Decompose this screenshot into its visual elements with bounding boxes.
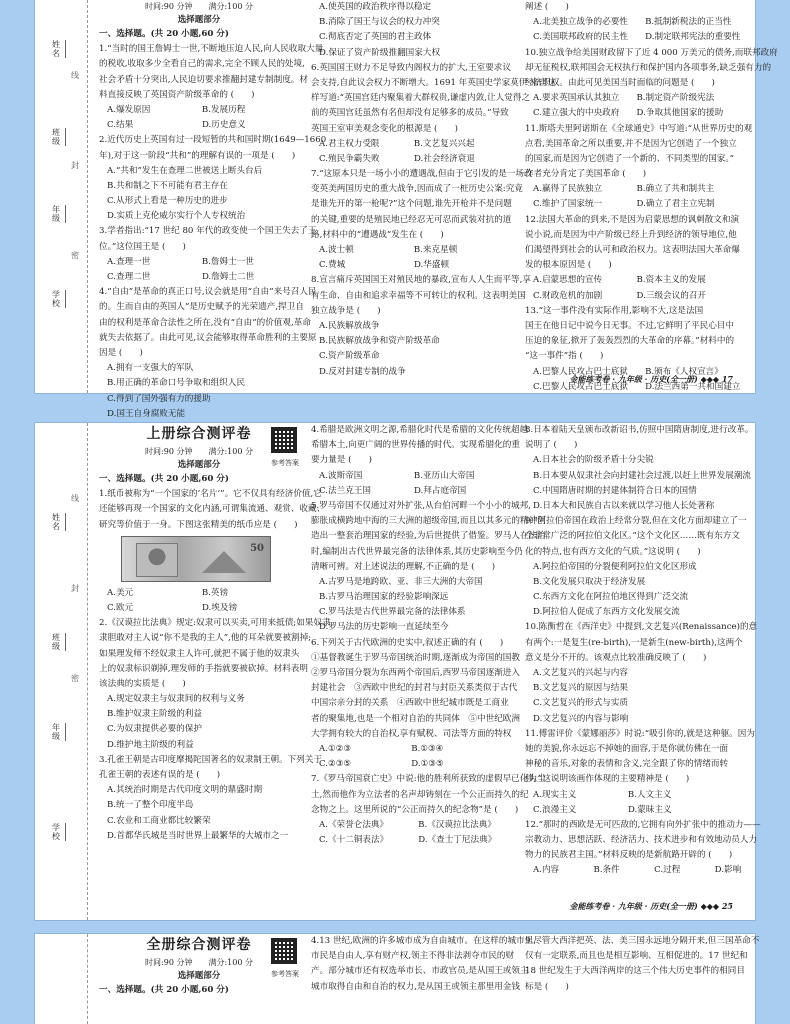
- question-text: 念物之上。这里所说的“公正而持久的纪念物”是 ( ): [311, 804, 519, 815]
- question-text: 12.法国大革命的到来,不是因为启蒙思想的讽刺散文和演: [525, 214, 740, 225]
- question-text: 1.“当时的国王詹姆士一世,不断地压迫人民,向人民收取大量: [99, 44, 324, 55]
- question-text: 10.独立战争给美国财政留下了近 4 000 万美元的债务,而联邦政府: [525, 47, 778, 58]
- binding-field-label: 姓名: [49, 40, 66, 58]
- answer-option: A.内容 B.条件 C.过程 D.影响: [533, 865, 742, 876]
- question-text: 造出一整套治理国家的经验,为后世提供了借鉴。罗马人在法治: [311, 531, 546, 542]
- question-text: 位。”这位国王是 ( ): [99, 241, 186, 252]
- binding-field-label: 学校: [49, 290, 66, 308]
- question-text: 5.罗马帝国不仅通过对外扩张,从台伯河畔一个小小的城邦,: [311, 500, 531, 511]
- question-text: 宗教动力、思想活跃、经济活力、技术进步和有效地动员人力: [525, 835, 758, 846]
- question-text: 上的奴隶标识剃掉,理发师的手指就要被砍掉。材料表明: [99, 663, 308, 674]
- answer-option: D.首都华氏城是当时世界上最繁华的大城市之一: [107, 830, 289, 841]
- question-text: 料直接反映了英国资产阶级革命的 ( ): [99, 89, 255, 100]
- question-text: 时间:90 分钟 满分:100 分: [145, 2, 253, 11]
- answer-option: A.查理一世 B.詹姆士一世: [107, 256, 254, 267]
- question-text: 产。部分城市还有权选举市长、市政官员,是从国王或领主: [311, 966, 529, 977]
- question-text: ②罗马帝国分裂为东西两个帝国后,西罗马帝国逐渐进入: [311, 668, 520, 678]
- question-text: 国王在他日记中说今日无事。不过,它鲜明了平民心目中: [525, 320, 734, 331]
- answer-option: C.文艺复兴的形式与实质: [533, 698, 628, 709]
- question-text: 封建社会 ③西欧中世纪的封君与封臣关系类似于古代: [311, 683, 518, 694]
- answer-option: C.得到了国外强有力的援助: [107, 393, 211, 404]
- question-text: 的。生而自由的英国人”是历史赋予的光荣遗产,捍卫自: [99, 302, 304, 313]
- answer-option: A.波士顿 B.来克星顿: [319, 245, 458, 255]
- column-left: [99, 423, 331, 844]
- question-text: 物力的民族君主国。”材料反映的是新航路开辟的 ( ): [525, 850, 733, 861]
- question-text: 2.近代历史上英国有过一段短暂的共和国时期(1649—1660: [99, 135, 327, 146]
- answer-option: A.波斯帝国 B.亚历山大帝国: [319, 470, 475, 481]
- binding-cut-mark: 线: [71, 494, 79, 503]
- page-footer: 金能练考卷 · 九年级 · 历史(全一册) ◆◆◆ 17: [569, 374, 733, 384]
- answer-option: C.东西方文化在阿拉伯地区得到广泛交流: [533, 592, 689, 603]
- answer-option: C.维护了国家统一 D.确立了君主立宪制: [533, 199, 715, 210]
- answer-option: D.罗马法的历史影响一直延续至今: [319, 622, 449, 633]
- question-text: 是谁先开的第一枪呢?”这个问题,谁先开枪并不是问题: [311, 199, 512, 210]
- question-text: 由的权利是革命合法性之所在,没有“自由”的价值观,革命: [99, 317, 311, 328]
- exam-header: [99, 423, 299, 472]
- question-text: 研究等价值于一身。下图这张精美的纸币应是 ( ): [99, 519, 298, 530]
- exam-subtitle: 选择题部分: [177, 460, 221, 470]
- question-text: 阐述 ( ): [525, 2, 569, 12]
- portrait-icon: [136, 543, 178, 577]
- answer-option: A.赢得了民族独立 B.确立了共和制共主: [533, 184, 715, 195]
- answer-option: C.财政危机的加剧 D.三级会议的召开: [533, 290, 707, 301]
- answer-option: B.消除了国王与议会的权力冲突: [319, 17, 440, 28]
- column-left: [99, 0, 327, 422]
- question-text: 社会矛盾十分突出,人民迫切要求推翻封建专制制度。材: [99, 74, 308, 85]
- question-text: 大学拥有较大的自治权,享有赋税、司法等方面的特权: [311, 728, 512, 739]
- answer-option: C.查理二世 D.詹姆士二世: [107, 272, 255, 282]
- answer-option: A.《荣誉仑法典》 B.《汉谟拉比法典》: [319, 819, 496, 830]
- binding-field-label: 姓名: [49, 513, 66, 531]
- answer-option: B.统一了整个印度半岛: [107, 800, 194, 811]
- question-text: 2.《汉谟拉比法典》规定:奴隶可以买卖,可用来抵债;如果奴隶: [99, 618, 331, 629]
- question-text: 的税收,收取多少全看自己的需求,完全不顾人民的处境,: [99, 59, 305, 70]
- question-text: 样写道:“英国宫廷内聚集着大群权贵,谦虚内敛,让人觉得之: [311, 93, 531, 104]
- answer-option: C.浪漫主义 D.蒙昧主义: [533, 804, 672, 815]
- question-text: 7.“这原本只是一场小小的遭遇战,但由于它引发的是一场改: [311, 169, 533, 180]
- question-text: 清晰可辨。对上述说法的理解,不正确的是 ( ): [311, 561, 496, 572]
- question-text: 说明了 ( ): [525, 440, 578, 451]
- answer-option: C.从形式上看是一种历史的进步: [107, 196, 228, 207]
- question-text: 的国家,而是因为它创造了一个新的、不同类型的国家。”: [525, 153, 735, 164]
- binding-margin: [35, 934, 88, 1024]
- column-middle: [311, 934, 536, 995]
- question-text: 作者充分肯定了美国革命 ( ): [525, 169, 647, 180]
- exam-sheet-2: [35, 423, 761, 920]
- question-text: “这一事件”指 ( ): [525, 351, 604, 362]
- answer-option: A.其统治时期是古代印度文明的鼎盛时期: [107, 785, 263, 796]
- question-text: 变英美两国历史的重大战争,因而成了一桩历史公案:究竟: [311, 184, 523, 195]
- question-text: 压迫的象征,掀开了轰轰烈烈的大革命的序幕。”材料中的: [525, 336, 735, 347]
- answer-option: A.美元 B.英镑: [107, 587, 229, 598]
- exam-sheet-1: [35, 0, 778, 419]
- answer-option: D.维护地主阶级的利益: [107, 739, 194, 750]
- answer-option: D.阿拉伯人促成了东西方文化发展交流: [533, 607, 680, 618]
- answer-option: B.古罗马治理国家的经验影响深远: [319, 592, 449, 603]
- question-text: 英国王室审美观念变化的根源是 ( ): [311, 123, 458, 134]
- binding-field-label: 班级: [49, 633, 66, 651]
- question-text: ①基督教诞生于罗马帝国统治时期,逐渐成为帝国的国教: [311, 652, 520, 663]
- exam-sheet-3: [35, 934, 760, 1024]
- binding-field-label: 年级: [49, 723, 66, 741]
- answer-option: C.为奴隶提供必要的保护: [107, 724, 202, 735]
- question-text: 的关键,重要的是殖民地已经忍无可忍而武装对抗的道: [311, 214, 512, 225]
- question-text: 发的根本原因是 ( ): [525, 260, 612, 271]
- question-text: 意义是分不开的。该观点比较准确反映了 ( ): [525, 652, 707, 663]
- answer-option: B.用正确的革命口号争取和组织人民: [107, 378, 245, 389]
- question-text: 希腊本土,向更广阔的世界传播的时代。实现希腊化的重: [311, 440, 520, 451]
- question-text: 9.“阿拉伯帝国在政治上经常分裂,但在文化方面却建立了一: [525, 516, 747, 527]
- answer-option: A.①②③ B.①③④: [319, 743, 444, 754]
- answer-option: C.罗马法是古代世界最完备的法律体系: [319, 607, 466, 618]
- answer-option: C.费城 D.华盛顿: [319, 260, 450, 271]
- answer-option: A.民族解放战争: [319, 320, 380, 331]
- question-text: 还能够再现一个国家的文化内涵,可谓集流通、观赏、收藏、: [99, 504, 326, 515]
- question-text: 土,然而他作为立法者的名声却铸刻在一个公正而持久的纪: [311, 789, 529, 800]
- question-text: 年),对于这一阶段“共和”的理解有误的一项是 ( ): [99, 150, 296, 161]
- question-text: 1.纸币被称为“一个国家的‘名片’”。它不仅具有经济价值,它: [99, 489, 322, 500]
- column-right: [525, 0, 778, 395]
- question-text: 隶胆敢对主人说“你不是我的主人”,他的耳朵就要被割掉;: [99, 633, 312, 644]
- question-text: 孔雀王朝的表述有误的是 ( ): [99, 770, 221, 780]
- answer-option: C.《十二铜表法》 D.《查士丁尼法典》: [319, 835, 497, 846]
- binding-margin: [35, 0, 88, 393]
- answer-option: A.巴黎人民攻占巴士底狱 B.颁布《人权宣言》: [533, 366, 723, 377]
- answer-option: A.阿拉伯帝国的分裂便利阿拉伯文化区形成: [533, 561, 697, 572]
- qr-label: 参考答案: [271, 970, 299, 978]
- question-text: 她的美貌,你永远忘不掉她的面容,于是你就仿佛在一面: [525, 743, 729, 754]
- column-middle: [311, 423, 546, 848]
- question-text: 就失去依据了。由此可见,议会能够取得革命胜利的主要原: [99, 332, 317, 343]
- question-text: 4.13 世纪,欧洲的许多城市成为自由城市。在这样的城市里,: [311, 936, 536, 946]
- question-text: 点看,美国革命之所以重要,并不是因为它创造了一个独立: [525, 138, 737, 149]
- question-text: 12.“那时的西欧是无可匹敌的,它拥有向外扩张中的推动力——: [525, 819, 761, 830]
- exam-meta: 时间:90 分钟 满分:100 分: [145, 958, 253, 967]
- question-text: 者的聚集地,也是一个相对自治的共同体 ⑤中世纪欧洲: [311, 713, 520, 724]
- question-text: 移。”这说明该画作体现的主要精神是 ( ): [525, 774, 690, 785]
- question-text: 会支持,自此议会权力不断增大。1691 年英国史学家莫伊·来言这: [311, 77, 556, 88]
- answer-option: A.日本社会的阶级矛盾十分尖锐: [533, 455, 654, 466]
- answer-option: B.文艺复兴的原因与结果: [533, 683, 628, 694]
- exam-subtitle: 选择题部分: [177, 971, 221, 981]
- exam-title: 上册综合测评卷: [146, 426, 252, 442]
- answer-option: A.君主权力受限 B.文艺复兴兴起: [319, 138, 475, 149]
- answer-option: D.日本大和民族自古以来就以学习他人长处著称: [533, 500, 715, 511]
- answer-option: B.民族解放战争和资产阶级革命: [319, 336, 440, 347]
- answer-option: A.文艺复兴的兴起与内容: [533, 668, 628, 678]
- answer-option: C.殖民争霸失败 D.社会经济衰退: [319, 153, 475, 164]
- answer-option: D.国王自身腐败无能: [107, 408, 186, 419]
- qr-code-icon[interactable]: [271, 427, 297, 453]
- page-footer: 金能练考卷 · 九年级 · 历史(全一册) ◆◆◆ 25: [569, 901, 733, 911]
- section-heading: 一、选择题。(共 20 小题,60 分): [99, 474, 229, 484]
- binding-field-label: 年级: [49, 205, 66, 223]
- question-text: 仅有一定联系,而且也是相互影响、互相促进的。17 世纪和: [525, 951, 748, 962]
- question-text: 城市取得自由和自治的权力,是从国王或领主那里用金钱: [311, 981, 520, 992]
- question-text: 有生命、自由和追求幸福等不可转让的权利。这表明美国: [311, 290, 526, 301]
- binding-margin: [35, 423, 88, 920]
- question-text: 13.“这一事件没有实际作用,影响不大,这是法国: [525, 305, 704, 316]
- question-text: 8.宣言痛斥英国国王对殖民地的暴政,宣布人人生而平等,享: [311, 275, 531, 286]
- answer-option: B.日本要从奴隶社会向封建社会过渡,以赶上世界发展潮流: [533, 470, 752, 481]
- binding-cut-mark: 线: [71, 71, 79, 80]
- question-text: 该法典的实质是 ( ): [99, 678, 186, 689]
- question-text: 因是 ( ): [99, 347, 143, 358]
- answer-option: C.资产阶级革命: [319, 351, 380, 362]
- binding-field-label: 班级: [49, 128, 66, 146]
- answer-option: D.保证了资产阶级推翻国家大权: [319, 47, 441, 58]
- binding-field-label: 学校: [49, 823, 66, 841]
- column-right: [525, 423, 761, 879]
- answer-option: A.启蒙思想的宣传 B.资本主义的发展: [533, 275, 706, 286]
- question-text: 3.孔雀王朝是古印度摩揭陀国著名的奴隶制王朝。下列关于: [99, 754, 323, 765]
- question-text: 有两个:一是复生(re-birth),一是新生(new-birth),这两个: [525, 637, 743, 648]
- section-heading: 一、选择题。(共 20 小题,60 分): [99, 985, 229, 995]
- answer-option: A.古罗马是地跨欧、亚、非三大洲的大帝国: [319, 576, 483, 587]
- question-text: 如果理发师不经奴隶主人许可,就把不属于他的奴隶头: [99, 648, 300, 659]
- question-text: 说小说,而是因为中产阶级已经上升到经济的领导地位,他: [525, 229, 737, 240]
- question-text: 4.“自由”是革命的真正口号,议会就是用“自由”来号召人民: [99, 287, 317, 298]
- question-text: 却无征税权,联邦国会无权执行和保护国内各项事务,缺乏强有力的: [525, 62, 772, 73]
- question-text: 6.下列关于古代欧洲的史实中,叙述正确的有 ( ): [311, 637, 504, 648]
- answer-option: B.维护奴隶主阶级的利益: [107, 709, 202, 720]
- question-text: 11.傅雷评价《蒙娜丽莎》时说:“吸引你的,就是这种躯。因为: [525, 728, 755, 739]
- question-text: 中国宗亲分封的关系 ④西欧中世纪城市既是工商业: [311, 698, 509, 709]
- question-text: 10.陈衡哲在《西洋史》中提到,文艺复兴(Renaissance)的意: [525, 622, 758, 633]
- question-text: 18 世纪发生于大西洋两岸的这三个伟大历史事件的相同目: [525, 966, 745, 977]
- binding-cut-mark: 密: [71, 674, 79, 683]
- answer-option: C.法兰克王国 D.拜占庭帝国: [319, 485, 467, 496]
- question-text: 经济职权。由此可见美国当时面临的问题是 ( ): [525, 77, 715, 88]
- answer-option: A.拥有一支强大的军队: [107, 363, 194, 374]
- answer-option: C.彻底否定了英国的君主政体: [319, 32, 432, 43]
- answer-option: C.②③⑤ D.①③⑤: [319, 759, 444, 770]
- answer-option: D.反对封建专制的战争: [319, 366, 406, 377]
- answer-option: A.“共和”发生在查理二世被送上断头台后: [107, 165, 263, 176]
- column-right: [525, 934, 760, 995]
- question-text: 9.尽管大西洋把英、法、美三国永远地分隔开来,但三国革命不: [525, 936, 760, 946]
- answer-option: A.爆发原因 B.发展历程: [107, 104, 246, 115]
- question-text: 标是 ( ): [525, 981, 569, 992]
- answer-option: D.实质上克伦威尔实行个人专权统治: [107, 211, 246, 222]
- question-text: 11.斯塔夫里阿诺斯在《全球通史》中写道:“从世界历史的观: [525, 123, 753, 134]
- exam-title: 全册综合测评卷: [146, 937, 252, 953]
- answer-option: A.北美独立战争的必要性 B.抵制新税法的正当性: [533, 17, 732, 28]
- qr-label: 参考答案: [271, 459, 299, 467]
- answer-option: D.文艺复兴的内容与影响: [533, 713, 629, 724]
- binding-cut-mark: 封: [71, 161, 79, 170]
- answer-option: C.欧元 D.埃及镑: [107, 602, 238, 613]
- question-text: 6.英国国王财力不足导致内阁权力的扩大,王室要求议: [311, 62, 511, 73]
- answer-option: B.共和制之下不可能有君主存在: [107, 180, 228, 191]
- question-text: 4.希腊是欧洲文明之源,希腊化时代是希腊的文化传统超越: [311, 425, 529, 435]
- question-text: 化的特点,也有西方文化的气质。”这说明 ( ): [525, 546, 701, 557]
- column-left: [99, 934, 299, 998]
- answer-option: C.中国隋唐时期的封建体制符合日本的国情: [533, 485, 697, 496]
- section-heading: 一、选择题。(共 20 小题,60 分): [99, 29, 229, 39]
- banknote-image: [121, 536, 271, 582]
- question-text: 时,编制出古代世界最完备的法律体系,其历史影响至今仍: [311, 546, 523, 557]
- answer-option: A.要求英国承认其独立 B.制定资产阶级宪法: [533, 93, 715, 104]
- answer-option: C.结果 D.历史意义: [107, 120, 246, 131]
- question-text: 们渴望得到社会的认可和政治权力。这表明法国大革命爆: [525, 245, 740, 255]
- pyramid-icon: [202, 551, 246, 573]
- question-text: 前的英国宫廷虽然有名但却没有足够多的成员。”导致: [311, 108, 509, 119]
- binding-cut-mark: 封: [71, 584, 79, 593]
- answer-option: B.文化发展只取决于经济发展: [533, 576, 646, 587]
- question-text: 路,材料中的“遭遇战”发生在 ( ): [311, 229, 444, 240]
- answer-option: A.规定奴隶主与奴隶间的权利与义务: [107, 694, 245, 705]
- answer-option: C.巴黎人民攻占巴士底狱 D.法兰西第一共和国建立: [533, 381, 741, 392]
- answer-option: C.农业和工商业都比较繁荣: [107, 815, 211, 826]
- question-text: 8.日本着陆天皇颁布改新诏书,仿照中国隋唐制度,进行改革。: [525, 425, 754, 435]
- banknote-denomination: 50: [250, 542, 264, 554]
- question-text: 3.学者指出:“17 世纪 80 年代的政变使一个国王失去了王: [99, 226, 317, 237]
- binding-cut-mark: 密: [71, 251, 79, 260]
- qr-code-icon[interactable]: [271, 938, 297, 964]
- question-text: 膨胀成横跨地中海的三大洲的超级帝国,而且以其多元的精神创: [311, 516, 546, 527]
- answer-option: A.现实主义 B.人文主义: [533, 789, 672, 800]
- question-text: 神秘的音乐,对象的表情和含义,完全跟了你的情绪而转: [525, 759, 729, 770]
- answer-option: C.美国联邦政府的民主性 D.制定联邦宪法的重要性: [533, 32, 741, 43]
- answer-option: C.建立强大的中央政府 D.争取其他国家的援助: [533, 108, 724, 119]
- exam-header: [99, 934, 299, 983]
- exam-meta: 时间:90 分钟 满分:100 分: [145, 447, 253, 456]
- question-text: 独立战争是 ( ): [311, 305, 381, 316]
- question-text: 个非常广泛的阿拉伯文化区。”这个文化区……既有东方文: [525, 531, 740, 542]
- answer-option: A.使英国的政治秩序得以稳定: [319, 2, 432, 12]
- question-text: 选择题部分: [177, 15, 221, 25]
- question-text: 要力量是 ( ): [311, 455, 372, 466]
- question-text: 7.《罗马帝国衰亡史》中说:他的胜利所获致的虚假早已化为尘: [311, 774, 546, 785]
- question-text: 市民是自由人,享有财产权,领主不得非法剥夺市民的财: [311, 951, 515, 962]
